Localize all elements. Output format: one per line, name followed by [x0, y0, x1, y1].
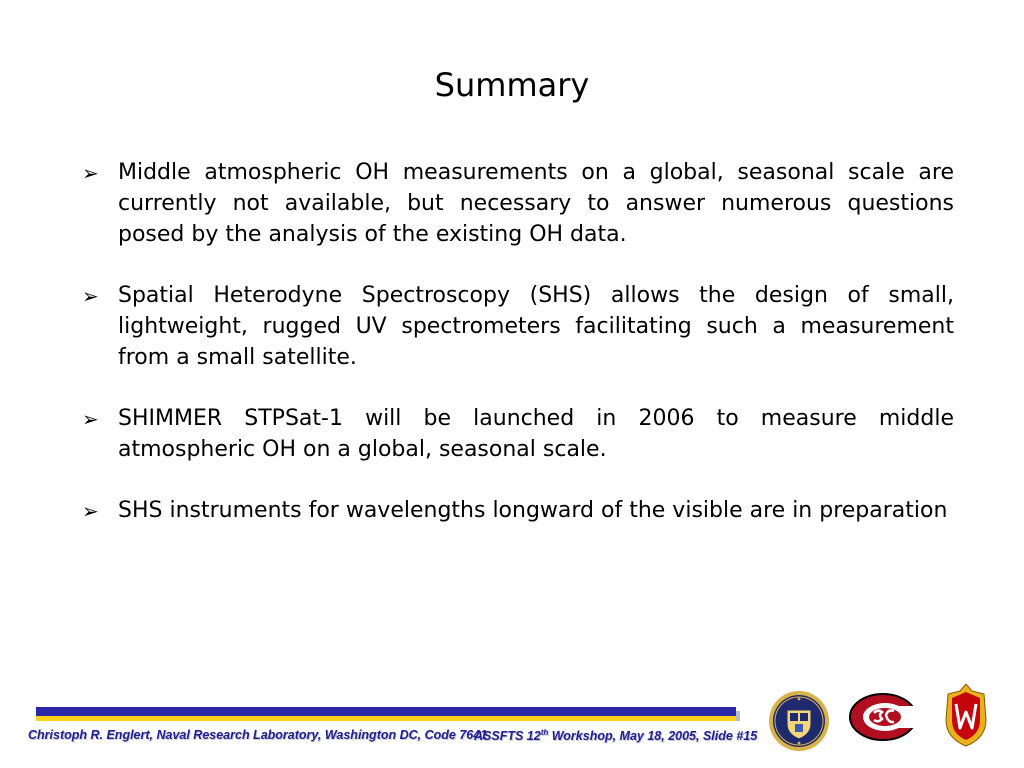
bullet-item — [82, 403, 954, 465]
bullet-item — [82, 157, 954, 250]
bullet-text: Spatial Heterodyne Spectroscopy (SHS) allows the design of small, lightweight, rugged UV spectrometers facilitating such a measurement from a small satellite. — [118, 283, 954, 370]
arrow-bullet-icon: ➢ — [82, 407, 99, 431]
footer-workshop-prefix: ASSFTS 12 — [474, 729, 541, 744]
st-cloud-logo-icon — [848, 692, 918, 742]
arrow-bullet-icon: ➢ — [82, 161, 99, 185]
footer-author: Christoph R. Englert, Naval Research Laboratory, Washington DC, Code 7641 — [28, 728, 488, 742]
arrow-bullet-icon: ➢ — [82, 284, 99, 308]
footer-workshop — [474, 728, 757, 743]
bullet-text: SHIMMER STPSat-1 will be launched in 2006 to measure middle atmospheric OH on a global, seasonal scale. — [118, 406, 954, 462]
footer-workshop-suffix: Workshop, May 18, 2005, Slide #15 — [548, 729, 758, 744]
bullet-item — [82, 280, 954, 373]
university-seal-icon — [768, 690, 830, 752]
bullet-list — [82, 157, 954, 556]
bullet-item — [82, 495, 954, 526]
arrow-bullet-icon: ➢ — [82, 499, 99, 523]
bullet-text: SHS instruments for wavelengths longward of the visible are in preparation — [118, 498, 948, 523]
footer-bar-yellow — [36, 716, 736, 721]
wisconsin-crest-icon — [942, 682, 990, 748]
bullet-text: Middle atmospheric OH measurements on a global, seasonal scale are currently not available, but necessary to answer numerous questions posed by the analysis of the existing OH data. — [118, 160, 954, 247]
footer-workshop-sup: th — [540, 728, 549, 737]
slide-title: Summary — [434, 66, 590, 104]
